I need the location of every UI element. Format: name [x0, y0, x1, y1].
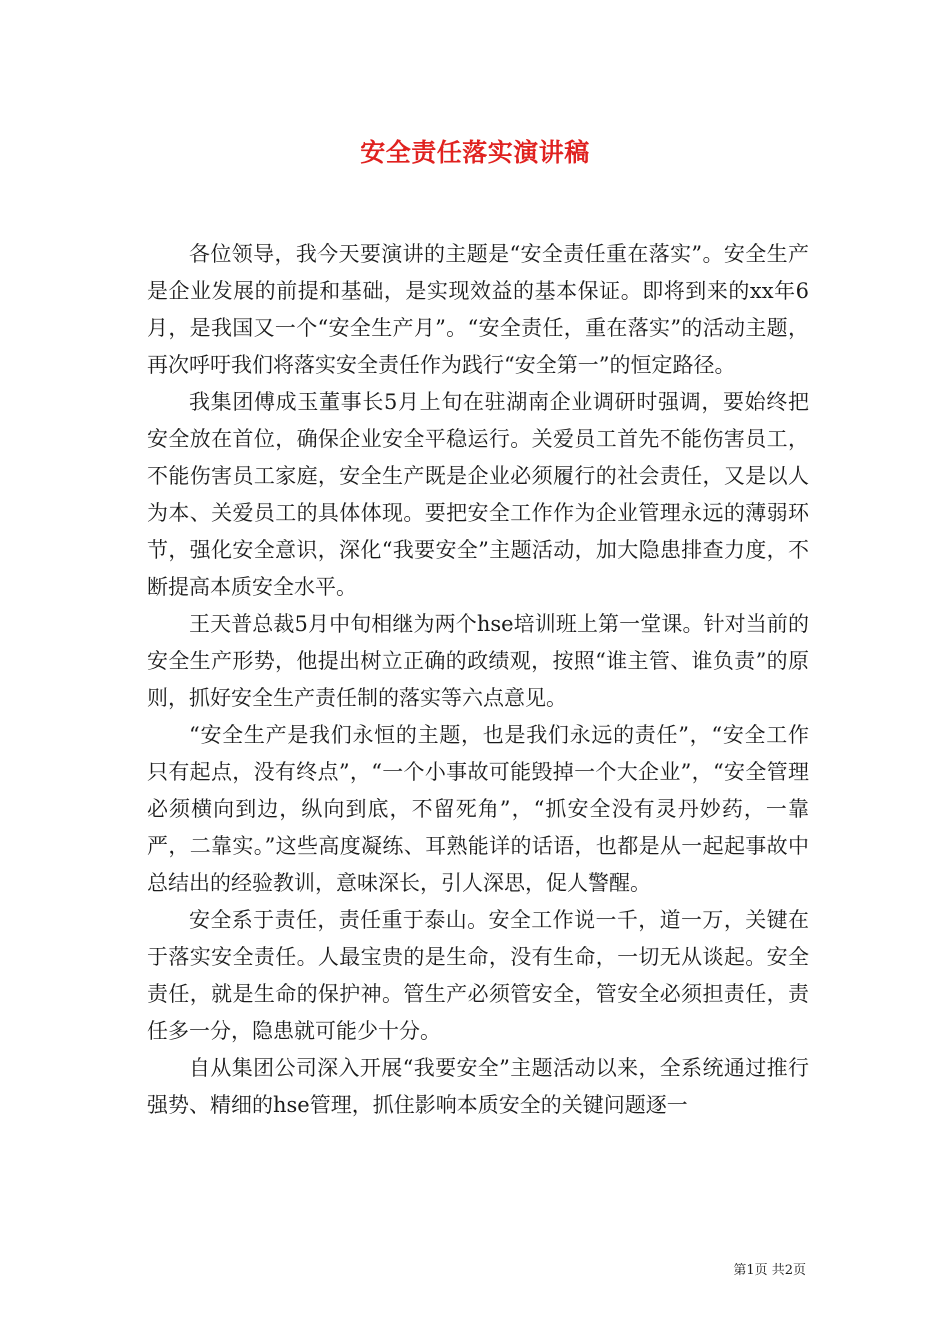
paragraph: 安全系于责任，责任重于泰山。安全工作说一千，道一万，关键在于落实安全责任。人最宝贵的是生命，没有生命，一切无从谈起。安全责任，就是生命的保护神。管生产必须管安全，管安全必须担责任，责任多一分，隐患就可能少十分。 — [147, 908, 809, 1043]
document-title: 安全责任落实演讲稿 — [360, 138, 590, 167]
paragraph: 各位领导，我今天要演讲的主题是“安全责任重在落实”。安全生产是企业发展的前提和基础，是实现效益的基本保证。即将到来的xx年6月，是我国又一个“安全生产月”。“安全责任，重在落实”的活动主题，再次呼吁我们将落实安全责任作为践行“安全第一”的恒定路径。 — [147, 242, 809, 377]
paragraph: “安全生产是我们永恒的主题，也是我们永远的责任”，“安全工作只有起点，没有终点”，“一个小事故可能毁掉一个大企业”，“安全管理必须横向到边，纵向到底，不留死角”，“抓安全没有灵丹妙药，一靠严，二靠实。”这些高度凝练、耳熟能详的话语，也都是从一起起事故中总结出的经验教训，意味深长，引人深思，促人警醒。 — [147, 723, 809, 895]
document-body — [147, 236, 809, 1124]
paragraph: 自从集团公司深入开展“我要安全”主题活动以来，全系统通过推行强势、精细的hse管理，抓住影响本质安全的关键问题逐一 — [147, 1056, 809, 1117]
page-number-footer: 第1页 共2页 — [733, 1263, 806, 1278]
paragraph: 王天普总裁5月中旬相继为两个hse培训班上第一堂课。针对当前的安全生产形势，他提出树立正确的政绩观，按照“谁主管、谁负责”的原则，抓好安全生产责任制的落实等六点意见。 — [147, 612, 809, 710]
paragraph: 我集团傅成玉董事长5月上旬在驻湖南企业调研时强调，要始终把安全放在首位，确保企业安全平稳运行。关爱员工首先不能伤害员工，不能伤害员工家庭，安全生产既是企业必须履行的社会责任，又是以人为本、关爱员工的具体体现。要把安全工作作为企业管理永远的薄弱环节，强化安全意识，深化“我要安全”主题活动，加大隐患排查力度，不断提高本质安全水平。 — [147, 390, 809, 599]
